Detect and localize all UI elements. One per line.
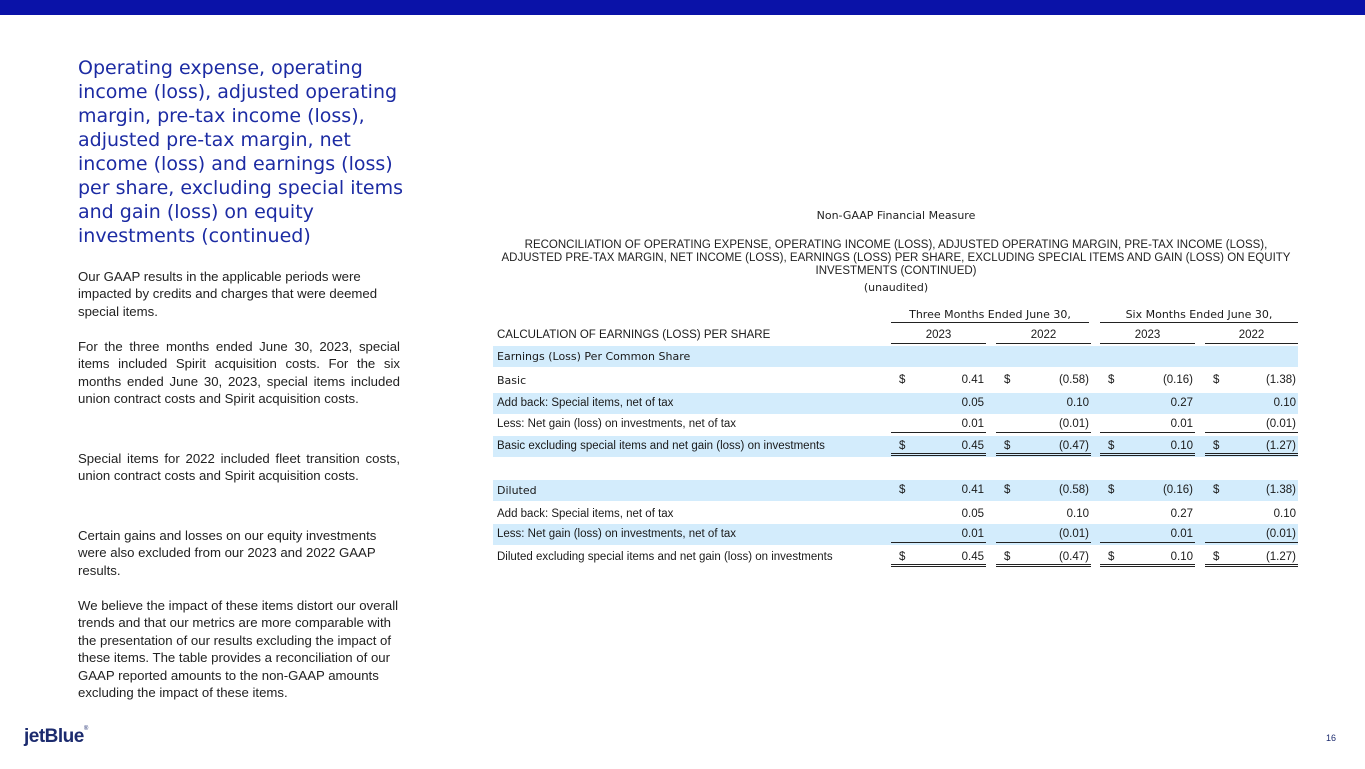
currency-symbol: $ (1213, 484, 1220, 496)
table-row (493, 480, 1298, 501)
value-cell (1205, 480, 1298, 498)
row-label: Less: Net gain (loss) on investments, net of tax (497, 528, 737, 540)
cell-value: (0.01) (1265, 418, 1296, 430)
currency-symbol: $ (1108, 374, 1115, 386)
currency-symbol: $ (899, 440, 906, 452)
value-cell (1100, 393, 1195, 411)
cell-value: (0.58) (1058, 374, 1089, 386)
value-cell (1205, 436, 1298, 456)
value-cell (1100, 504, 1195, 522)
value-cell (1205, 393, 1298, 411)
paragraph-impact: We believe the impact of these items distort our overall trends and that our metrics are more comparable with the presentation of our results excluding the impact of these items. The table provides a reconciliation of our GAAP reported amounts to the non-GAAP amounts excluding the impact of these items. (78, 598, 399, 701)
value-cell (996, 436, 1091, 456)
value-cell (1205, 524, 1298, 543)
cell-value: 0.10 (1170, 551, 1193, 563)
header-three-months: Three Months Ended June 30, (891, 308, 1089, 323)
cell-value: 0.27 (1170, 508, 1193, 520)
table-row (493, 547, 1298, 568)
cell-value: (0.16) (1162, 374, 1193, 386)
value-cell (1100, 524, 1195, 543)
currency-symbol: $ (1108, 484, 1115, 496)
value-cell (996, 370, 1091, 388)
cell-value: 0.10 (1066, 397, 1089, 409)
paragraph-gaap-results: Our GAAP results in the applicable periods were impacted by credits and charges that were deemed special items. (78, 269, 378, 319)
header-six-months: Six Months Ended June 30, (1100, 308, 1298, 323)
cell-value: 0.10 (1170, 440, 1193, 452)
value-cell (891, 414, 986, 433)
value-cell (996, 480, 1091, 498)
value-cell (891, 436, 986, 456)
section-label: Earnings (Loss) Per Common Share (497, 350, 691, 363)
table-row (493, 524, 1298, 545)
row-label: Add back: Special items, net of tax (497, 508, 674, 520)
cell-value: (0.16) (1162, 484, 1193, 496)
value-cell (1205, 414, 1298, 433)
cell-value: (0.01) (1058, 528, 1089, 540)
table-row (493, 504, 1298, 525)
cell-value: 0.01 (1170, 418, 1193, 430)
row-label: Less: Net gain (loss) on investments, net of tax (497, 418, 737, 430)
currency-symbol: $ (1213, 551, 1220, 563)
cell-value: (1.27) (1265, 551, 1296, 563)
value-cell (891, 370, 986, 388)
value-cell (996, 504, 1091, 522)
row-label: Add back: Special items, net of tax (497, 397, 674, 409)
currency-symbol: $ (1108, 551, 1115, 563)
currency-symbol: $ (1213, 440, 1220, 452)
value-cell (996, 524, 1091, 543)
paragraph-equity-investments: Certain gains and losses on our equity investments were also excluded from our 2023 and 2022 GAAP results. (78, 528, 377, 578)
currency-symbol: $ (1213, 374, 1220, 386)
logo-text: jetBlue (24, 726, 84, 747)
value-cell (996, 414, 1091, 433)
cell-value: (1.38) (1265, 484, 1296, 496)
value-cell (1205, 547, 1298, 567)
row-label: Diluted (497, 484, 537, 497)
cell-value: 0.10 (1273, 508, 1296, 520)
measure-label: Non-GAAP Financial Measure (816, 209, 976, 222)
currency-symbol: $ (1004, 551, 1011, 563)
cell-value: 0.01 (961, 418, 984, 430)
table-row (493, 414, 1298, 435)
cell-value: (0.58) (1058, 484, 1089, 496)
currency-symbol: $ (1108, 440, 1115, 452)
paragraph-special-items-2022: Special items for 2022 included fleet transition costs, union contract costs and Spirit acquisition costs. (78, 451, 400, 484)
section-row (493, 346, 1298, 367)
value-cell (996, 547, 1091, 567)
currency-symbol: $ (1004, 374, 1011, 386)
reconciliation-title: RECONCILIATION OF OPERATING EXPENSE, OPERATING INCOME (LOSS), ADJUSTED OPERATING MARGIN, PRE-TAX INCOME (LOSS), ADJUSTED PRE-TAX MARGIN, NET INCOME (LOSS), EARNINGS (LOSS) PER SHARE, EXCLUDING SPECIAL ITEMS AND GAIN (LOSS) ON EQUITY INVESTMENTS (CONTINUED) (501, 239, 1291, 277)
cell-value: (0.47) (1058, 440, 1089, 452)
table-row (493, 436, 1298, 457)
top-accent-bar (0, 0, 1365, 15)
currency-symbol: $ (899, 484, 906, 496)
value-cell (891, 524, 986, 543)
value-cell (891, 480, 986, 498)
table-row (493, 370, 1298, 391)
value-cell (1100, 370, 1195, 388)
cell-value: 0.01 (961, 528, 984, 540)
cell-value: (0.47) (1058, 551, 1089, 563)
value-cell (1100, 480, 1195, 498)
cell-value: (0.01) (1058, 418, 1089, 430)
value-cell (1205, 504, 1298, 522)
year-header: 2022 (1205, 329, 1298, 344)
value-cell (891, 393, 986, 411)
cell-value: 0.27 (1170, 397, 1193, 409)
cell-value: 0.41 (961, 484, 984, 496)
currency-symbol: $ (899, 374, 906, 386)
row-label: Basic (497, 374, 527, 387)
cell-value: 0.10 (1273, 397, 1296, 409)
calculation-header-row (496, 327, 1298, 343)
cell-value: 0.45 (961, 551, 984, 563)
page-number: 16 (1326, 733, 1337, 743)
value-cell (1100, 414, 1195, 433)
cell-value: (1.38) (1265, 374, 1296, 386)
currency-symbol: $ (1004, 440, 1011, 452)
jetblue-logo (24, 726, 88, 748)
cell-value: 0.41 (961, 374, 984, 386)
registered-mark: ® (83, 726, 88, 732)
year-header: 2023 (891, 329, 986, 344)
value-cell (1100, 547, 1195, 567)
cell-value: 0.01 (1170, 528, 1193, 540)
year-header: 2023 (1100, 329, 1195, 344)
currency-symbol: $ (1004, 484, 1011, 496)
row-label: Basic excluding special items and net gain (loss) on investments (497, 440, 825, 452)
table-row (493, 393, 1298, 414)
cell-value: 0.05 (961, 397, 984, 409)
slide-heading: Operating expense, operating income (loss), adjusted operating margin, pre-tax income (loss), adjusted pre-tax margin, net income (loss) and earnings (loss) per share, excluding special items and gain (loss) on equity investments (continued) (78, 57, 404, 247)
cell-value: (0.01) (1265, 528, 1296, 540)
row-label: Diluted excluding special items and net gain (loss) on investments (497, 551, 833, 563)
unaudited-label: (unaudited) (863, 281, 929, 294)
value-cell (891, 547, 986, 567)
cell-value: (1.27) (1265, 440, 1296, 452)
cell-value: 0.05 (961, 508, 984, 520)
value-cell (1100, 436, 1195, 456)
cell-value: 0.45 (961, 440, 984, 452)
paragraph-special-items-2023: For the three months ended June 30, 2023, special items included Spirit acquisition costs. For the six months ended June 30, 2023, special items included union contract costs and Spirit acquisition costs. (78, 339, 400, 407)
calculation-label: CALCULATION OF EARNINGS (LOSS) PER SHARE (497, 329, 771, 341)
value-cell (1205, 370, 1298, 388)
value-cell (891, 504, 986, 522)
value-cell (996, 393, 1091, 411)
currency-symbol: $ (899, 551, 906, 563)
year-header: 2022 (996, 329, 1091, 344)
cell-value: 0.10 (1066, 508, 1089, 520)
